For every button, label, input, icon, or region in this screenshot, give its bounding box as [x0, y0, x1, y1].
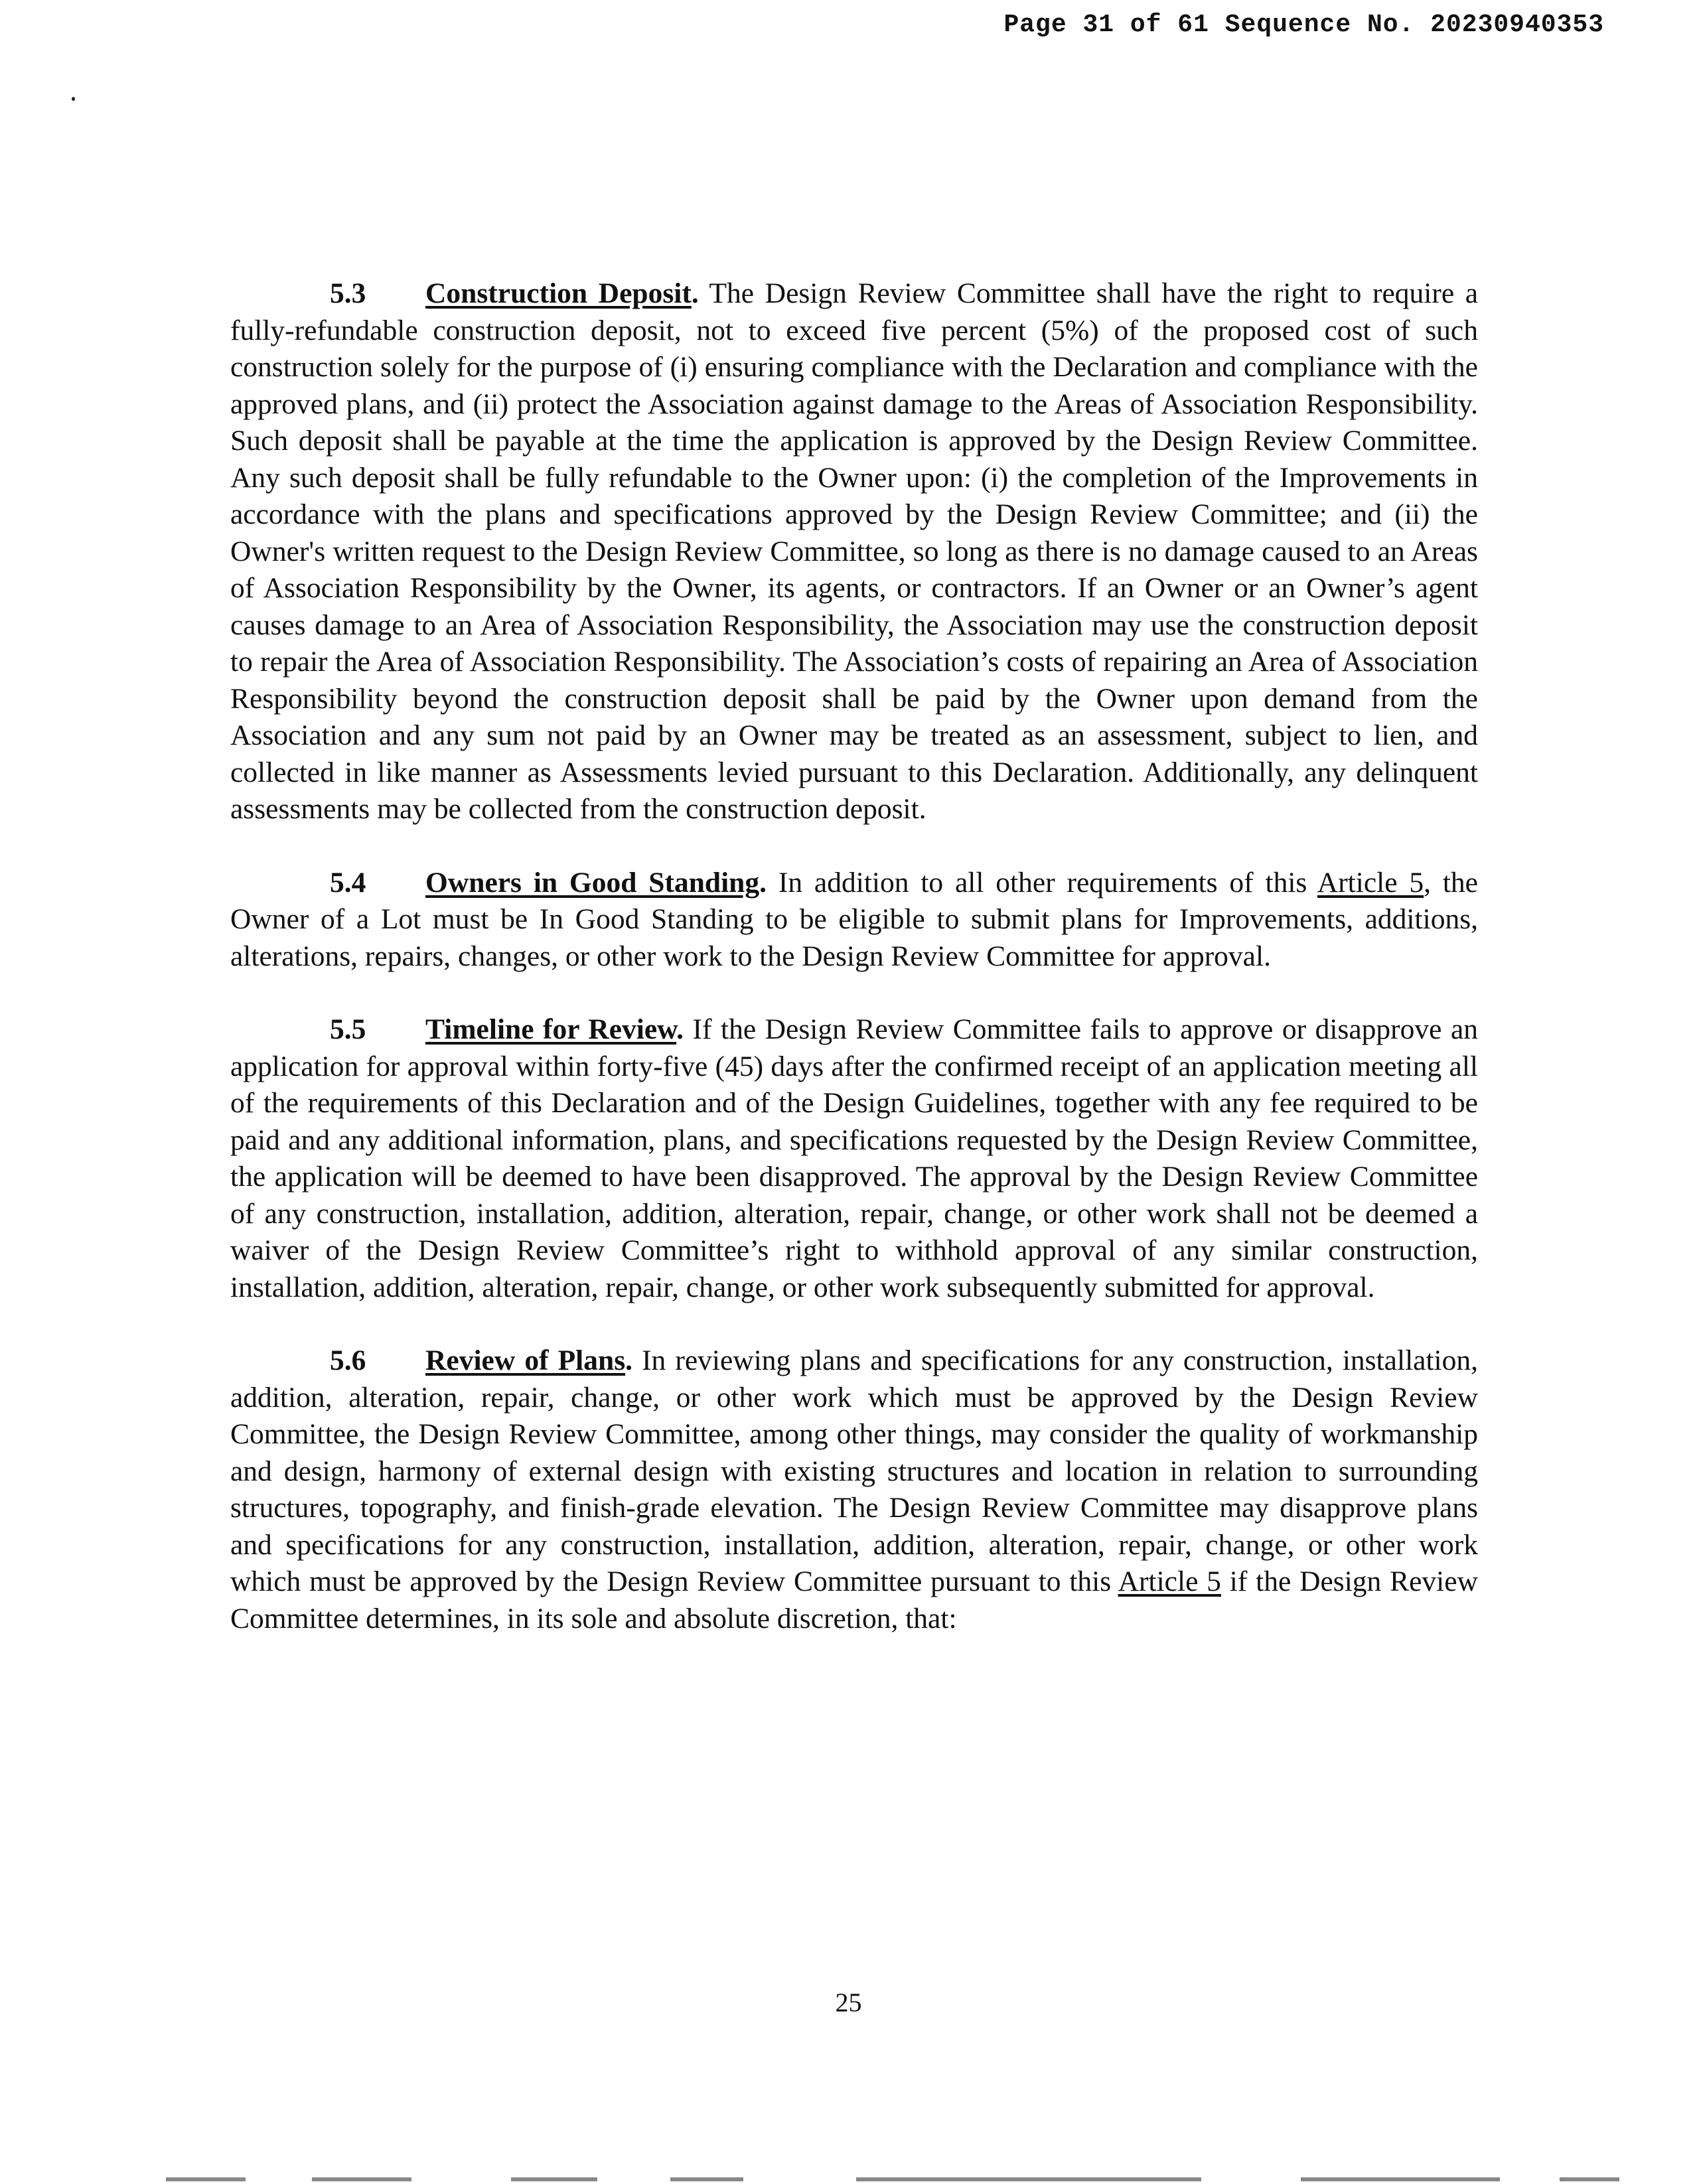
section-number: 5.3	[330, 277, 366, 309]
page-number: 25	[835, 1988, 862, 2017]
section-number: 5.6	[330, 1345, 366, 1376]
section-body: If the Design Review Committee fails to approve or disapprove an application for approval within forty-five (45) days after the confirmed receipt of an application meeting all of the requirements of this Declaration and of the Design Guidelines, together with any fee required to be paid and any additional information, plans, and specifications requested by the Design Review Committee, the application will be deemed to have been disapproved. The approval by the Design Review Committee of any construction, installation, addition, alteration, repair, change, or other work shall not be deemed a waiver of the Design Review Committee’s right to withhold approval of any similar construction, installation, addition, alteration, repair, change, or other work subsequently submitted for approval.	[230, 1013, 1478, 1303]
section-5-3: 5.3 Construction Deposit. The Design Review Committee shall have the right to require a fully-refundable construction deposit, not to exceed five percent (5%) of the proposed cost of such construction solely for the purpose of (i) ensuring compliance with the Declaration and compliance with the approved plans, and (ii) protect the Association against damage to the Areas of Association Responsibility. Such deposit shall be payable at the time the application is approved by the Design Review Committee. Any such deposit shall be fully refundable to the Owner upon: (i) the completion of the Improvements in accordance with the plans and specifications approved by the Design Review Committee; and (ii) the Owner's written request to the Design Review Committee, so long as there is no damage caused to an Areas of Association Responsibility by the Owner, its agents, or contractors. If an Owner or an Owner’s agent causes damage to an Area of Association Responsibility, the Association may use the construction deposit to repair the Area of Association Responsibility. The Association’s costs of repairing an Area of Association Responsibility beyond the construction deposit shall be paid by the Owner upon demand from the Association and any sum not paid by an Owner may be treated as an assessment, subject to lien, and collected in like manner as Assessments levied pursuant to this Declaration. Additionally, any delinquent assessments may be collected from the construction deposit.	[230, 275, 1478, 828]
section-title: Construction Deposit	[425, 277, 692, 309]
section-5-6: 5.6 Review of Plans. In reviewing plans and specifications for any construction, installation, addition, alteration, repair, change, or other work which must be approved by the Design Review Committee, the Design Review Committee, among other things, may consider the quality of workmanship and design, harmony of external design with existing structures and location in relation to surrounding structures, topography, and finish-grade elevation. The Design Review Committee may disapprove plans and specifications for any construction, installation, addition, alteration, repair, change, or other work which must be approved by the Design Review Committee pursuant to this Article 5 if the Design Review Committee determines, in its sole and absolute discretion, that:	[230, 1343, 1478, 1637]
article-reference: Article 5	[1317, 866, 1424, 899]
section-body-continued: if the Design Review Committee determines, in its sole and absolute discretion, that:	[230, 1565, 1478, 1635]
section-title: Owners in Good Standing	[425, 866, 760, 899]
section-body: The Design Review Committee shall have the right to require a fully-refundable construction deposit, not to exceed five percent (5%) of the proposed cost of such construction solely for the purpose of (i) ensuring compliance with the Declaration and compliance with the approved plans, and (ii) protect the Association against damage to the Areas of Association Responsibility. Such deposit shall be payable at the time the application is approved by the Design Review Committee. Any such deposit shall be fully refundable to the Owner upon: (i) the completion of the Improvements in accordance with the plans and specifications approved by the Design Review Committee; and (ii) the Owner's written request to the Design Review Committee, so long as there is no damage caused to an Areas of Association Responsibility by the Owner, its agents, or contractors. If an Owner or an Owner’s agent causes damage to an Area of Association Responsibility, the Association may use the construction deposit to repair the Area of Association Responsibility. The Association’s costs of repairing an Area of Association Responsibility beyond the construction deposit shall be paid by the Owner upon demand from the Association and any sum not paid by an Owner may be treated as an assessment, subject to lien, and collected in like manner as Assessments levied pursuant to this Declaration. Additionally, any delinquent assessments may be collected from the construction deposit.	[230, 277, 1478, 825]
section-body-continued: , the Owner of a Lot must be In Good Standing to be eligible to submit plans for Improvements, additions, alterations, repairs, changes, or other work to the Design Review Committee for approval.	[230, 866, 1478, 972]
page-sequence-stamp: Page 31 of 61 Sequence No. 20230940353	[1003, 11, 1604, 39]
section-title: Review of Plans	[425, 1345, 626, 1376]
article-reference: Article 5	[1118, 1565, 1221, 1597]
section-5-5: 5.5 Timeline for Review. If the Design Review Committee fails to approve or disapprove an application for approval within forty-five (45) days after the confirmed receipt of an application meeting all of the requirements of this Declaration and of the Design Guidelines, together with any fee required to be paid and any additional information, plans, and specifications requested by the Design Review Committee, the application will be deemed to have been disapproved. The approval by the Design Review Committee of any construction, installation, addition, alteration, repair, change, or other work shall not be deemed a waiver of the Design Review Committee’s right to withhold approval of any similar construction, installation, addition, alteration, repair, change, or other work subsequently submitted for approval.	[230, 1011, 1478, 1306]
scan-speck	[72, 97, 75, 101]
section-5-4: 5.4 Owners in Good Standing. In addition to all other requirements of this Article 5, the Owner of a Lot must be In Good Standing to be eligible to submit plans for Improvements, additions, alterations, repairs, changes, or other work to the Design Review Committee for approval.	[230, 865, 1478, 976]
section-body: In addition to all other requirements of this	[778, 866, 1307, 899]
section-title: Timeline for Review	[425, 1013, 677, 1045]
section-number: 5.5	[330, 1013, 366, 1045]
section-body: In reviewing plans and specifications for any construction, installation, addition, alteration, repair, change, or other work which must be approved by the Design Review Committee, the Design Review Committee, among other things, may consider the quality of workmanship and design, harmony of external design with existing structures and location in relation to surrounding structures, topography, and finish-grade elevation. The Design Review Committee may disapprove plans and specifications for any construction, installation, addition, alteration, repair, change, or other work which must be approved by the Design Review Committee pursuant to this	[230, 1345, 1479, 1597]
document-body	[230, 275, 1478, 1674]
section-number: 5.4	[330, 866, 366, 899]
scan-edge-artifacts	[0, 2164, 1697, 2184]
